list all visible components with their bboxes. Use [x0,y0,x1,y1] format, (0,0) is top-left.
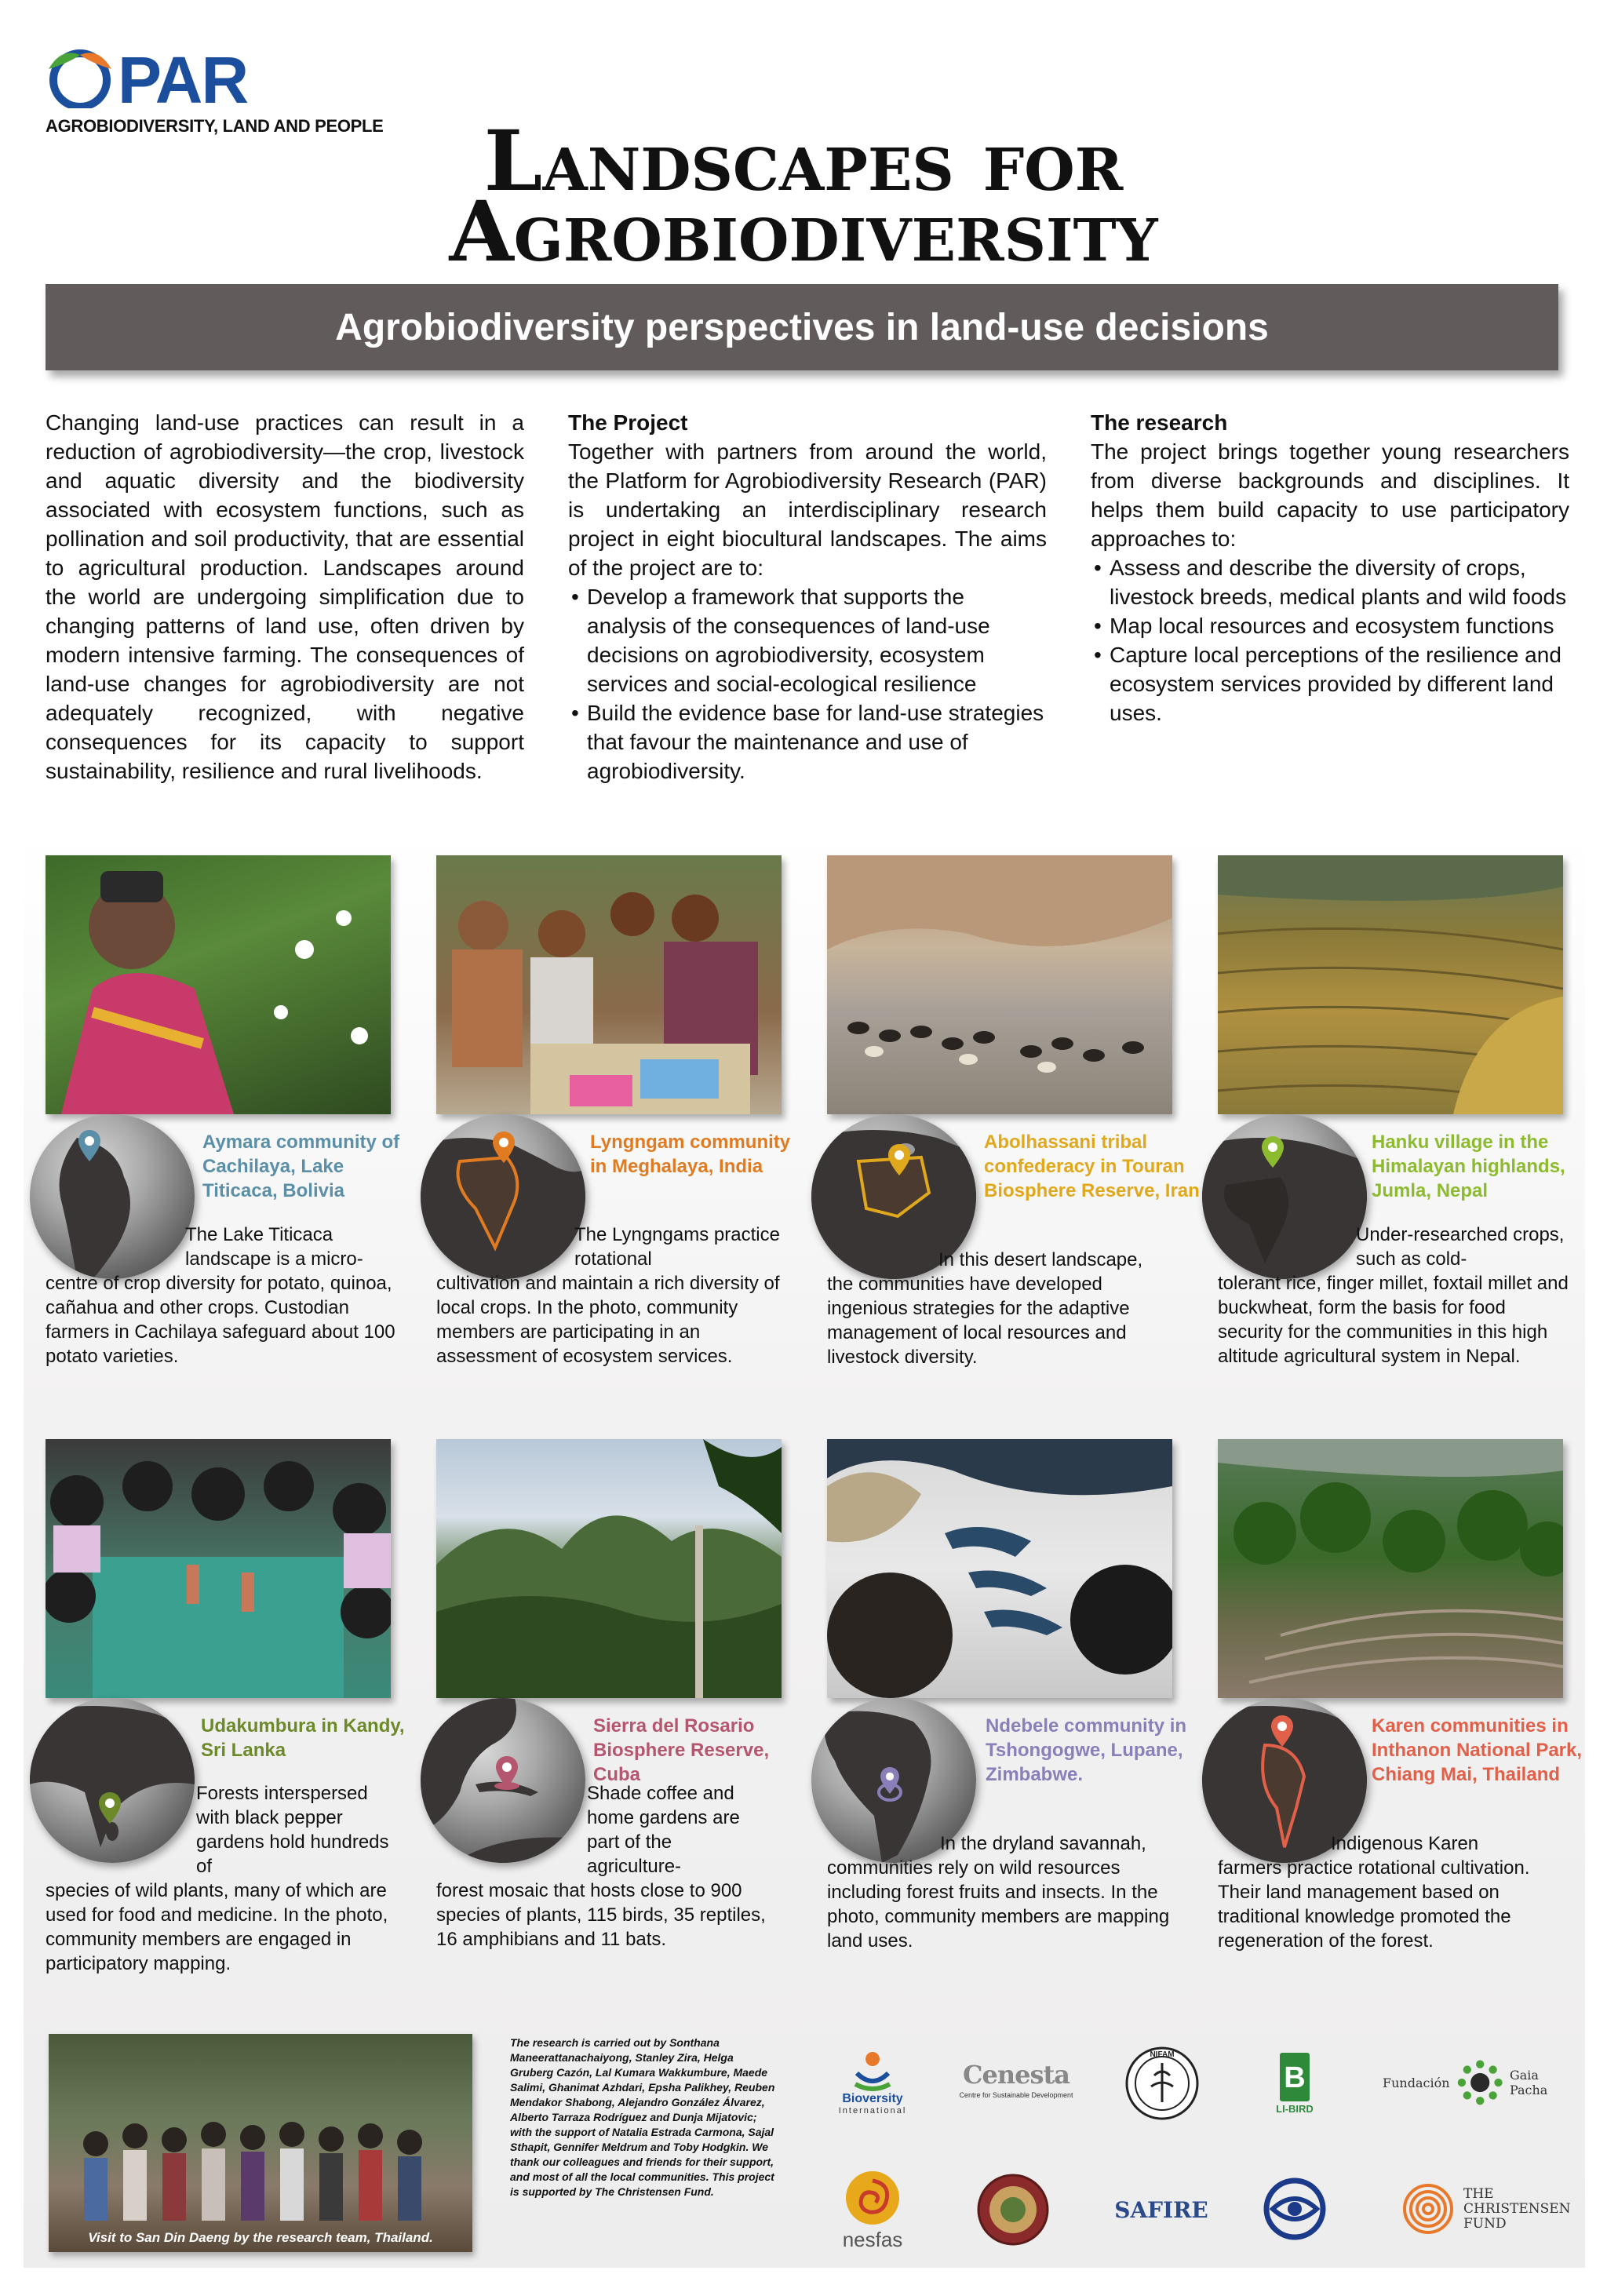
project-heading: The Project [568,410,688,435]
site-card-srilanka [46,1439,422,1988]
site-photo [46,855,391,1114]
site-card-thailand [1218,1439,1594,1988]
project-aims-list [568,582,1047,785]
site-description: In the dryland savannah, communities rely on wild resources including forest fruits and insects. In the photo, community members are mapping land uses. [827,1833,1170,1952]
list-item: • Develop a framework that supports the analysis of the consequences of land-use decisions on agrobiodiversity, ecosystem services and social-ecological resilience [568,582,1047,698]
site-card-india [436,855,813,1405]
site-card-bolivia [46,855,422,1405]
logo-tagline: AGROBIODIVERSITY, LAND AND PEOPLE [46,116,384,136]
site-photo [1218,1439,1563,1698]
site-location: Hanku village in the Himalayan highlands, Jumla, Nepal [1372,1132,1565,1201]
partner-logo-nifam [1119,2040,1205,2127]
project-text: Together with partners from around the world, the Platform for Agrobiodiversity Research (PAR) is undertaking an interdisciplinary research project in eight biocultural landscapes. The aims of the project are to: [568,439,1047,580]
site-photo [827,855,1172,1114]
nesfas-swirl-icon [841,2168,904,2228]
team-photo-caption: Visit to San Din Daeng by the research team, Thailand. [88,2230,433,2245]
credits-text: The research is carried out by Sonthana Maneerattanachaiyong, Stanley Zira, Helga Gruberg Cazón, Lal Kumara Wakkumbure, Maede Salimi, Ghanimat Azhdari, Epsha Palikhey, Reuben Mendakor Shabong, Alejandro González Álvarez, Alberto Tarraza Rodríguez and Dunja Mijatovic; with the support of Natalia Estrada Carmona, Sajal Sthapit, Gennifer Meldrum and Toby Hodgkin. We thank our colleagues and friends for their support, and most of all the local communities. This project is supported by The Christensen Fund. [510,2036,775,2198]
site-description: In this desert landscape, the communities have developed ingenious strategies for the adaptive management of local resources and livestock diversity. [827,1249,1143,1368]
site-photo [827,1439,1172,1698]
site-location: Udakumbura in Kandy, Sri Lanka [201,1715,405,1761]
project-column [568,408,1047,785]
map-pin-icon [1271,1715,1293,1747]
research-column [1091,408,1569,727]
site-location: Karen communities in Inthanon National Park, Chiang Mai, Thailand [1372,1715,1583,1785]
site-photo [1218,855,1563,1114]
gaia-sun-icon [1456,2055,1503,2110]
site-photo [46,1439,391,1698]
partner-logo-libird [1263,2043,1326,2122]
subtitle-text: Agrobiodiversity perspectives in land-use decisions [335,306,1269,348]
site-location: Lyngngam community in Meghalaya, India [590,1132,791,1177]
bioversity-sub: International [838,2106,907,2116]
research-text: The project brings together young researchers from diverse backgrounds and disciplines. It helps them build capacity to use participatory approaches to: [1091,439,1569,551]
site-card-iran [827,855,1204,1405]
list-item: • Build the evidence base for land-use strategies that favour the maintenance and use of agrobiodiversity. [568,698,1047,785]
partner-logo-bioversity [825,2043,920,2122]
research-heading: The research [1091,410,1228,435]
libird-icon [1277,2051,1313,2103]
bioversity-icon [849,2050,896,2092]
intro-column [46,408,524,785]
partner-logo-christensen [1389,2174,1569,2244]
par-leaf-icon [46,46,115,108]
svg-text:NIFAM: NIFAM [1150,2050,1175,2059]
list-item: • Capture local perceptions of the resilience and ecosystem services provided by different land uses. [1091,640,1569,727]
bioversity-name: Bioversity [842,2092,903,2105]
site-card-nepal [1218,855,1594,1405]
site-photo [436,855,782,1114]
map-pin-icon [880,1767,899,1794]
seal-emblem-icon [975,2172,1051,2247]
partner-logo-cenesta [957,2048,1075,2111]
eye-emblem-icon [1262,2178,1328,2240]
safire-name: SAFIRE [1114,2196,1208,2223]
libird-name: LI-BIRD [1276,2102,1314,2115]
logo-name: PAR [118,43,248,117]
site-location: Abolhassani tribal confederacy in Touran Biosphere Reserve, Iran [984,1132,1200,1201]
site-location: Aymara community of Cachilaya, Lake Titicaca, Bolivia [202,1132,400,1201]
svg-text:B: B [1284,2061,1306,2094]
intro-text: Changing land-use practices can result in a reduction of agrobiodiversity—the crop, livestock and aquatic diversity and the biodiversity associated with ecosystem functions, such as pollination and soil productivity, that are essential to agricultural production. Landscapes around the world are undergoing simplification due to changing patterns of land use, often driven by modern intensive farming. The consequences of land-use changes for agrobiodiversity are not adequately recognized, with negative consequences for its capacity to support sustainability, resilience and rural livelihoods. [46,410,524,783]
site-location: Ndebele community in Tshongogwe, Lupane, Zimbabwe. [986,1715,1187,1785]
gaia-right: Gaia Pacha [1509,2068,1548,2097]
nesfas-name: nesfas [842,2227,903,2251]
team-photo [49,2034,472,2252]
list-item: • Map local resources and ecosystem functions [1091,611,1569,640]
nifam-seal-icon [1123,2044,1201,2123]
partner-logo-safire [1114,2178,1208,2241]
cenesta-sub: Centre for Sustainable Development [959,2091,1073,2099]
site-description: Shade coffee and home gardens are part of the agriculture- forest mosaic that hosts close to 900 species of plants, 115 birds, 35 reptiles, 16 amphibians and 11 bats. [436,1783,766,1950]
subtitle-banner [46,284,1558,370]
gaia-left: Fundación [1383,2075,1450,2090]
map-pin-icon [1262,1136,1284,1168]
site-description: Forests interspersed with black pepper gardens hold hundreds of species of wild plants, many of which are used for food and medicine. In the photo, community members are engaged in participatory mapping. [46,1783,389,1974]
christensen-spiral-icon [1401,2181,1456,2236]
site-description: The Lyngngams practice rotational cultivation and maintain a rich diversity of local crops. In the photo, community members are participating in an assessment of ecosystem services. [436,1224,780,1367]
site-photo [436,1439,782,1698]
map-pin-icon [493,1132,515,1163]
site-description: The Lake Titicaca landscape is a micro- centre of crop diversity for potato, quinoa, cañahua and other crops. Custodian farmers in Cachilaya safeguard about 100 potato varieties. [46,1224,395,1367]
site-description: Under-researched crops, such as cold- tolerant rice, finger millet, foxtail millet and buckwheat, form the basis for food security for the communities in this high altitude agricultural system in Nepal. [1218,1224,1569,1367]
partner-logo-nesfas [825,2163,920,2257]
site-card-cuba [436,1439,813,1988]
site-location: Sierra del Rosario Biosphere Reserve, Cuba [593,1715,770,1785]
list-item: • Assess and describe the diversity of crops, livestock breeds, medical plants and wild foods [1091,553,1569,611]
map-pin-icon [888,1144,910,1175]
page-title-line2: Agrobiodiversity [449,182,1158,280]
partner-logo-gaia-pacha [1383,2051,1571,2114]
partner-logo-eye [1255,2174,1334,2244]
christensen-name: THE CHRISTENSEN FUND [1463,2185,1571,2232]
cenesta-name: Cenesta [963,2060,1070,2090]
site-description: Indigenous Karen farmers practice rotational cultivation. Their land management based on traditional knowledge promoted the regeneration of the forest. [1218,1833,1530,1952]
site-card-zimbabwe [827,1439,1204,1988]
partner-logo-seal [970,2170,1056,2249]
page-title-line1: Landscapes for [483,111,1124,210]
map-pin-icon [78,1130,100,1161]
research-approaches-list [1091,553,1569,727]
